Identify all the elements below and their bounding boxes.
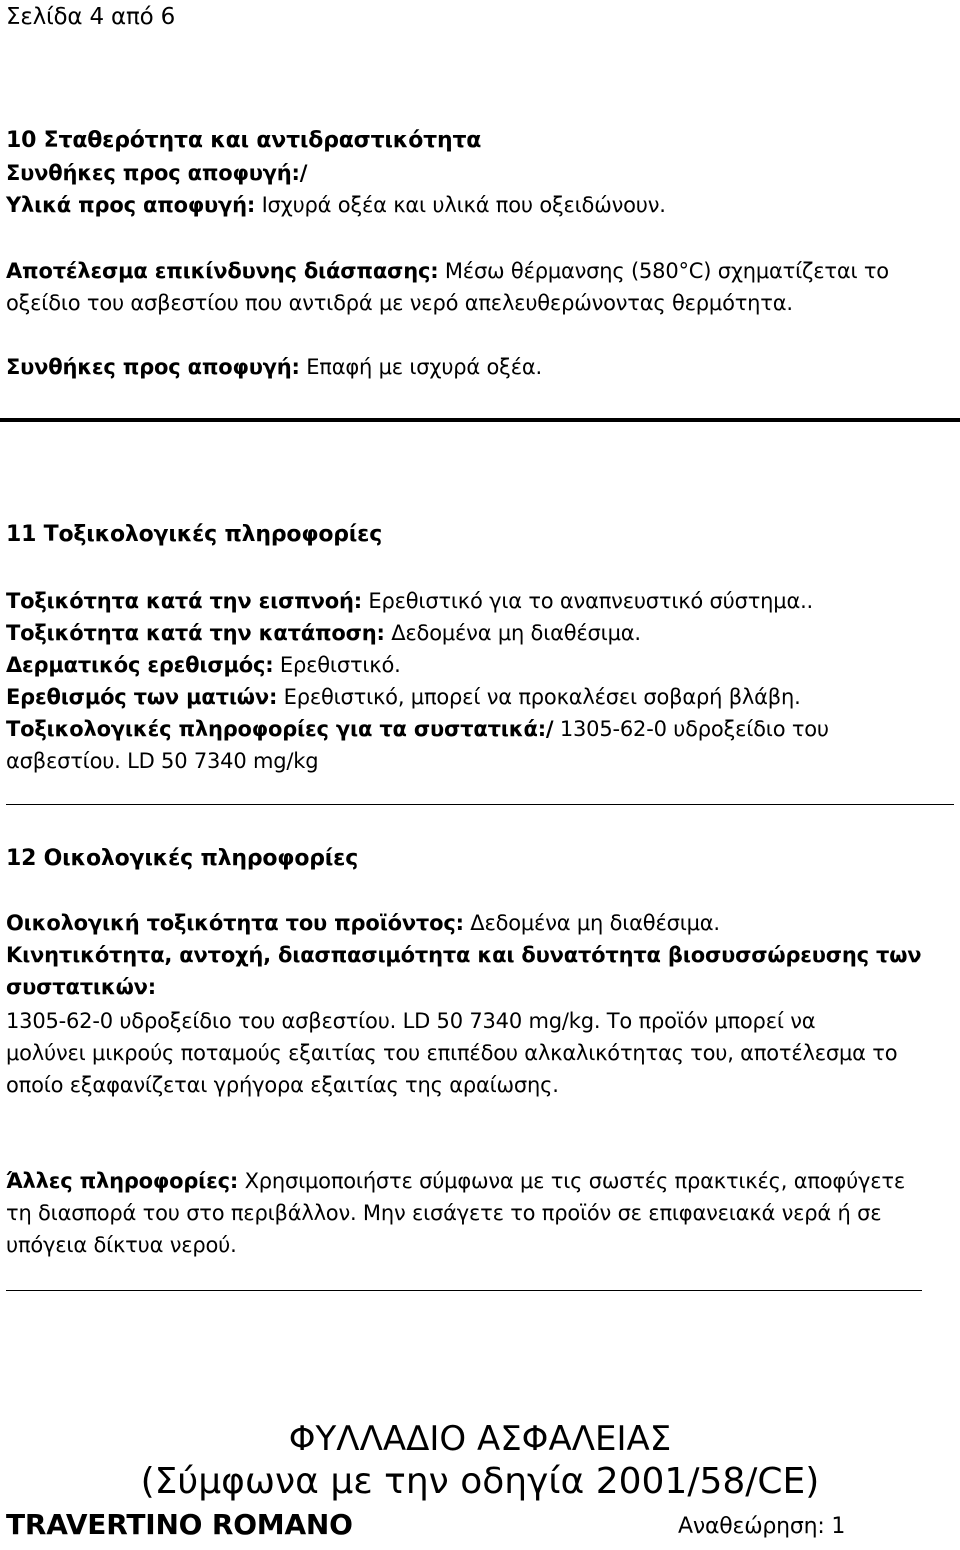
footer-title: ΦΥΛΛΑΔΙΟ ΑΣΦΑΛΕΙΑΣ [288,1419,672,1459]
skin-row [6,652,401,678]
mobility-value-1: 1305-62-0 υδροξείδιο του ασβεστίου. LD 50 7340 mg/kg. Το προϊόν μπορεί να [6,1009,816,1033]
mobility-label-1: Κινητικότητα, αντοχή, διασπασιμότητα και δυνατότητα βιοσυσσώρευσης των [6,943,922,967]
eye-value: Ερεθιστικό, μπορεί να προκαλέσει σοβαρή βλάβη. [277,685,801,709]
other-info-value-3: υπόγεια δίκτυα νερού. [6,1233,237,1257]
section-12-title: 12 Οικολογικές πληροφορίες [6,846,359,871]
skin-value: Ερεθιστικό. [273,653,401,677]
section-divider-thin [6,804,954,805]
components-row [6,716,829,742]
ingestion-row [6,620,641,646]
decomposition-row [6,258,889,284]
eco-tox-value: Δεδομένα μη διαθέσιμα. [463,911,720,935]
avoid-conditions-2-value: Επαφή με ισχυρά οξέα. [299,355,542,379]
inhalation-label: Τοξικότητα κατά την εισπνοή: [6,589,362,613]
section-divider-thick [0,418,960,422]
avoid-materials-row [6,192,666,218]
mobility-label-2: συστατικών: [6,975,156,999]
components-label: Τοξικολογικές πληροφορίες για τα συστατικά:/ [6,717,554,741]
ingestion-value: Δεδομένα μη διαθέσιμα. [384,621,641,645]
footer-subtitle: (Σύμφωνα με την οδηγία 2001/58/CE) [140,1461,820,1502]
eco-tox-row [6,910,720,936]
product-name: TRAVERTINO ROMANO [6,1508,353,1541]
eye-row [6,684,801,710]
decomposition-label: Αποτέλεσμα επικίνδυνης διάσπασης: [6,259,439,283]
avoid-conditions-2-label: Συνθήκες προς αποφυγή: [6,355,300,379]
ingestion-label: Τοξικότητα κατά την κατάποση: [6,621,385,645]
skin-label: Δερματικός ερεθισμός: [6,653,274,677]
decomposition-value-1: Μέσω θέρμανσης (580°C) σχηματίζεται το [438,259,889,283]
decomposition-value-2: οξείδιο του ασβεστίου που αντιδρά με νερό απελευθερώνοντας θερμότητα. [6,291,793,315]
other-info-row [6,1168,905,1194]
inhalation-row [6,588,813,614]
section-divider-thin-2 [6,1290,922,1291]
avoid-materials-label: Υλικά προς αποφυγή: [6,193,256,217]
revision-label: Αναθεώρηση: 1 [678,1514,846,1539]
section-11-title: 11 Τοξικολογικές πληροφορίες [6,522,383,547]
mobility-value-3: οποίο εξαφανίζεται γρήγορα εξαιτίας της αραίωσης. [6,1073,559,1097]
avoid-materials-value: Ισχυρά οξέα και υλικά που οξειδώνουν. [255,193,666,217]
avoid-conditions-label: Συνθήκες προς αποφυγή:/ [6,161,308,185]
mobility-value-2: μολύνει μικρούς ποταμούς εξαιτίας του επιπέδου αλκαλικότητας του, αποτέλεσμα το [6,1041,898,1065]
avoid-conditions-2-row [6,354,542,380]
components-value-2: ασβεστίου. LD 50 7340 mg/kg [6,749,319,773]
page-number: Σελίδα 4 από 6 [6,4,176,30]
eye-label: Ερεθισμός των ματιών: [6,685,278,709]
components-value-1: 1305-62-0 υδροξείδιο του [553,717,829,741]
inhalation-value: Ερεθιστικό για το αναπνευστικό σύστημα.. [361,589,814,613]
other-info-value-1: Χρησιμοποιήστε σύμφωνα με τις σωστές πρακτικές, αποφύγετε [238,1169,906,1193]
section-10-title: 10 Σταθερότητα και αντιδραστικότητα [6,128,482,153]
other-info-value-2: τη διασπορά του στο περιβάλλον. Μην εισάγετε το προϊόν σε επιφανειακά νερά ή σε [6,1201,882,1225]
eco-tox-label: Οικολογική τοξικότητα του προϊόντος: [6,911,464,935]
other-info-label: Άλλες πληροφορίες: [6,1169,239,1193]
